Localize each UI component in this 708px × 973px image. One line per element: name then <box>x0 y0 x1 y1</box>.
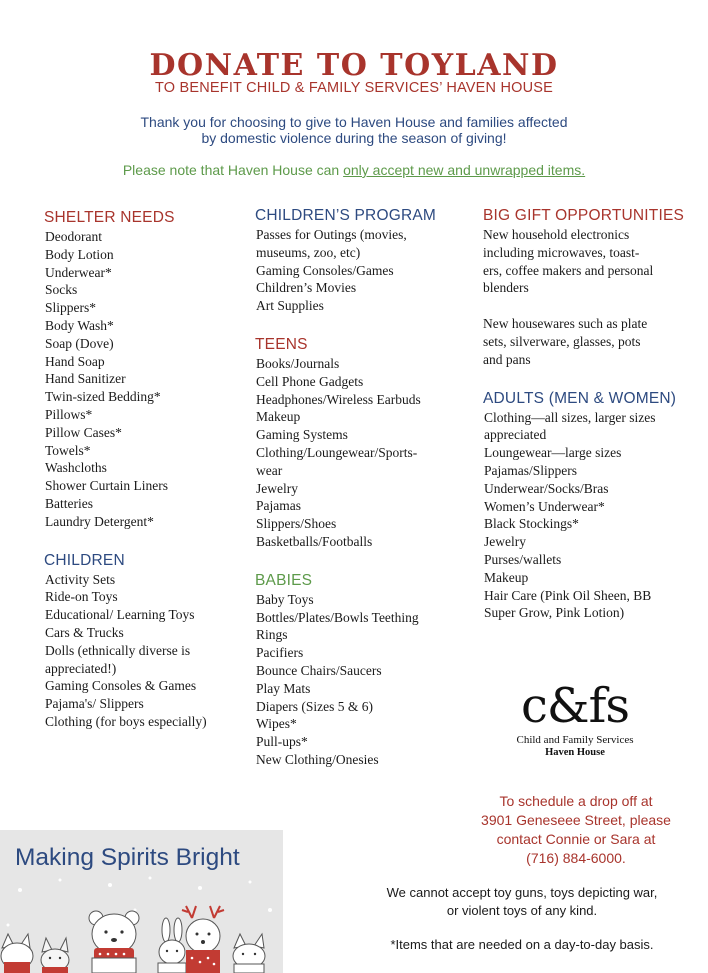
list-item: Body Wash* <box>45 317 114 333</box>
list-item: Purses/wallets <box>484 551 562 567</box>
list-item: Laundry Detergent* <box>45 513 154 529</box>
list-item: museums, zoo, etc) <box>256 244 361 260</box>
banner-title: Making Spirits Bright <box>15 844 240 871</box>
list-item: appreciated!) <box>45 660 117 676</box>
note-prefix: Please note that Haven House can <box>122 162 344 178</box>
list-item: Hand Sanitizer <box>45 371 126 387</box>
list-item: Clothing/Loungewear/Sports- <box>256 444 418 460</box>
logo-program-name: Haven House <box>545 747 605 758</box>
list-item: Pajamas/Slippers <box>484 462 577 478</box>
shelter-needs-list <box>44 228 249 531</box>
list-item: Soap (Dove) <box>45 335 114 351</box>
schedule-line: To schedule a drop off at <box>499 793 653 809</box>
list-item: Washcloths <box>45 460 107 476</box>
schedule-line: (716) 884-6000. <box>526 850 626 866</box>
list-item: Gaming Systems <box>256 427 348 443</box>
list-item: Jewelry <box>484 534 526 550</box>
big-gift-paragraph-housewares <box>483 315 688 368</box>
list-item: Activity Sets <box>45 571 116 587</box>
list-item: Clothing—all sizes, larger sizes <box>484 409 656 425</box>
children-list <box>44 571 249 731</box>
list-item: Pajama's/ Slippers <box>45 696 144 712</box>
list-item: Batteries <box>45 495 93 511</box>
section-heading-adults: ADULTS (MEN & WOMEN) <box>483 389 677 407</box>
list-item: Underwear* <box>45 264 112 280</box>
intro-text <box>0 114 708 146</box>
list-item: Cell Phone Gadgets <box>256 373 364 389</box>
list-item: Cars & Trucks <box>45 624 124 640</box>
logo-mark: c&fs <box>520 678 629 734</box>
list-item: Dolls (ethnically diverse is <box>45 642 191 658</box>
childrens-program-list <box>255 226 460 315</box>
list-item: Basketballs/Footballs <box>256 533 373 549</box>
list-item: appreciated <box>484 427 547 443</box>
list-item: Gaming Consoles/Games <box>256 262 394 278</box>
list-item: Shower Curtain Liners <box>45 478 168 494</box>
section-heading-babies: BABIES <box>255 571 313 589</box>
logo-org-name: Child and Family Services <box>516 734 634 746</box>
holiday-banner <box>0 830 283 973</box>
list-item: Art Supplies <box>256 298 324 314</box>
section-heading-big-gift: BIG GIFT OPPORTUNITIES <box>483 207 685 224</box>
list-item: Clothing (for boys especially) <box>45 713 207 729</box>
column-left <box>44 208 249 731</box>
list-item: Bottles/Plates/Bowls Teething <box>256 609 419 625</box>
list-item: Slippers/Shoes <box>256 516 337 532</box>
list-item: Rings <box>256 627 288 643</box>
list-item: Loungewear—large sizes <box>484 445 622 461</box>
page-title: DONATE TO TOYLAND <box>149 48 559 83</box>
list-item: Hair Care (Pink Oil Sheen, BB <box>484 587 652 603</box>
list-item: Hand Soap <box>45 353 105 369</box>
list-item: Diapers (Sizes 5 & 6) <box>256 698 373 714</box>
section-heading-teens: TEENS <box>255 335 308 353</box>
bunny-icon <box>158 918 186 973</box>
cfs-logo <box>500 678 650 759</box>
schedule-line: contact Connie or Sara at <box>496 831 656 847</box>
list-item: New Clothing/Onesies <box>256 751 379 767</box>
note-underlined: only accept new and unwrapped items. <box>343 162 586 178</box>
schedule-info <box>460 792 692 868</box>
list-item: Deodorant <box>45 229 102 244</box>
list-item: Pacifiers <box>256 645 304 661</box>
paragraph-line: and pans <box>483 351 531 367</box>
section-heading-children: CHILDREN <box>44 551 125 569</box>
fox-icon <box>233 934 265 973</box>
list-item: Children’s Movies <box>256 280 357 296</box>
paragraph-line: including microwaves, toast- <box>483 244 640 260</box>
list-item: Jewelry <box>256 480 298 496</box>
list-item: Super Grow, Pink Lotion) <box>484 605 625 621</box>
section-heading-childrens-program: CHILDREN’S PROGRAM <box>255 207 437 224</box>
note-text <box>0 162 708 178</box>
babies-list <box>255 591 460 769</box>
paragraph-line: New household electronics <box>483 227 630 242</box>
paragraph-line: blenders <box>483 280 529 296</box>
list-item: Headphones/Wireless Earbuds <box>256 391 421 407</box>
footnote: *Items that are needed on a day-to-day basis. <box>390 937 654 952</box>
bear-icon <box>89 911 139 973</box>
reindeer-icon <box>182 906 224 973</box>
list-item: Pull-ups* <box>256 734 308 750</box>
paragraph-line: ers, coffee makers and personal <box>483 262 654 278</box>
list-item: Bounce Chairs/Saucers <box>256 662 382 678</box>
list-item: Gaming Consoles & Games <box>45 678 197 694</box>
fox-icon <box>41 938 69 973</box>
column-middle <box>255 206 460 769</box>
teens-list <box>255 355 460 551</box>
list-item: Wipes* <box>256 716 297 732</box>
list-item: Makeup <box>256 409 301 425</box>
list-item: Socks <box>45 282 78 298</box>
schedule-line: 3901 Geneseee Street, please <box>481 812 671 828</box>
list-item: Pillows* <box>45 406 93 422</box>
list-item: Pajamas <box>256 498 301 514</box>
list-item: Passes for Outings (movies, <box>256 227 407 242</box>
cat-icon <box>1 934 33 973</box>
paragraph-line: New housewares such as plate <box>483 316 648 332</box>
list-item: Books/Journals <box>256 355 340 371</box>
disclaimer-line: We cannot accept toy guns, toys depicting war, <box>386 885 658 900</box>
list-item: wear <box>256 462 283 478</box>
list-item: Makeup <box>484 569 529 585</box>
list-item: Baby Toys <box>256 591 314 607</box>
list-item: Towels* <box>45 442 91 458</box>
column-right <box>483 206 688 622</box>
list-item: Black Stockings* <box>484 516 579 532</box>
intro-line: Thank you for choosing to give to Haven House and families affected <box>140 114 568 130</box>
list-item: Women’s Underwear* <box>484 498 605 514</box>
disclaimer <box>368 884 676 920</box>
list-item: Twin-sized Bedding* <box>45 389 161 405</box>
paragraph-line: sets, silverware, glasses, pots <box>483 333 641 349</box>
section-heading-shelter-needs: SHELTER NEEDS <box>44 209 175 226</box>
intro-line: by domestic violence during the season of giving! <box>201 130 507 146</box>
list-item: Play Mats <box>256 680 311 696</box>
list-item: Underwear/Socks/Bras <box>484 480 609 496</box>
page-subtitle: TO BENEFIT CHILD & FAMILY SERVICES’ HAVEN HOUSE <box>154 80 554 96</box>
list-item: Pillow Cases* <box>45 424 122 440</box>
adults-list <box>483 409 688 623</box>
disclaimer-line: or violent toys of any kind. <box>446 903 598 918</box>
list-item: Slippers* <box>45 300 97 316</box>
list-item: Body Lotion <box>45 246 114 262</box>
list-item: Ride-on Toys <box>45 589 118 605</box>
big-gift-paragraph-electronics <box>483 226 688 297</box>
list-item: Educational/ Learning Toys <box>45 607 195 623</box>
